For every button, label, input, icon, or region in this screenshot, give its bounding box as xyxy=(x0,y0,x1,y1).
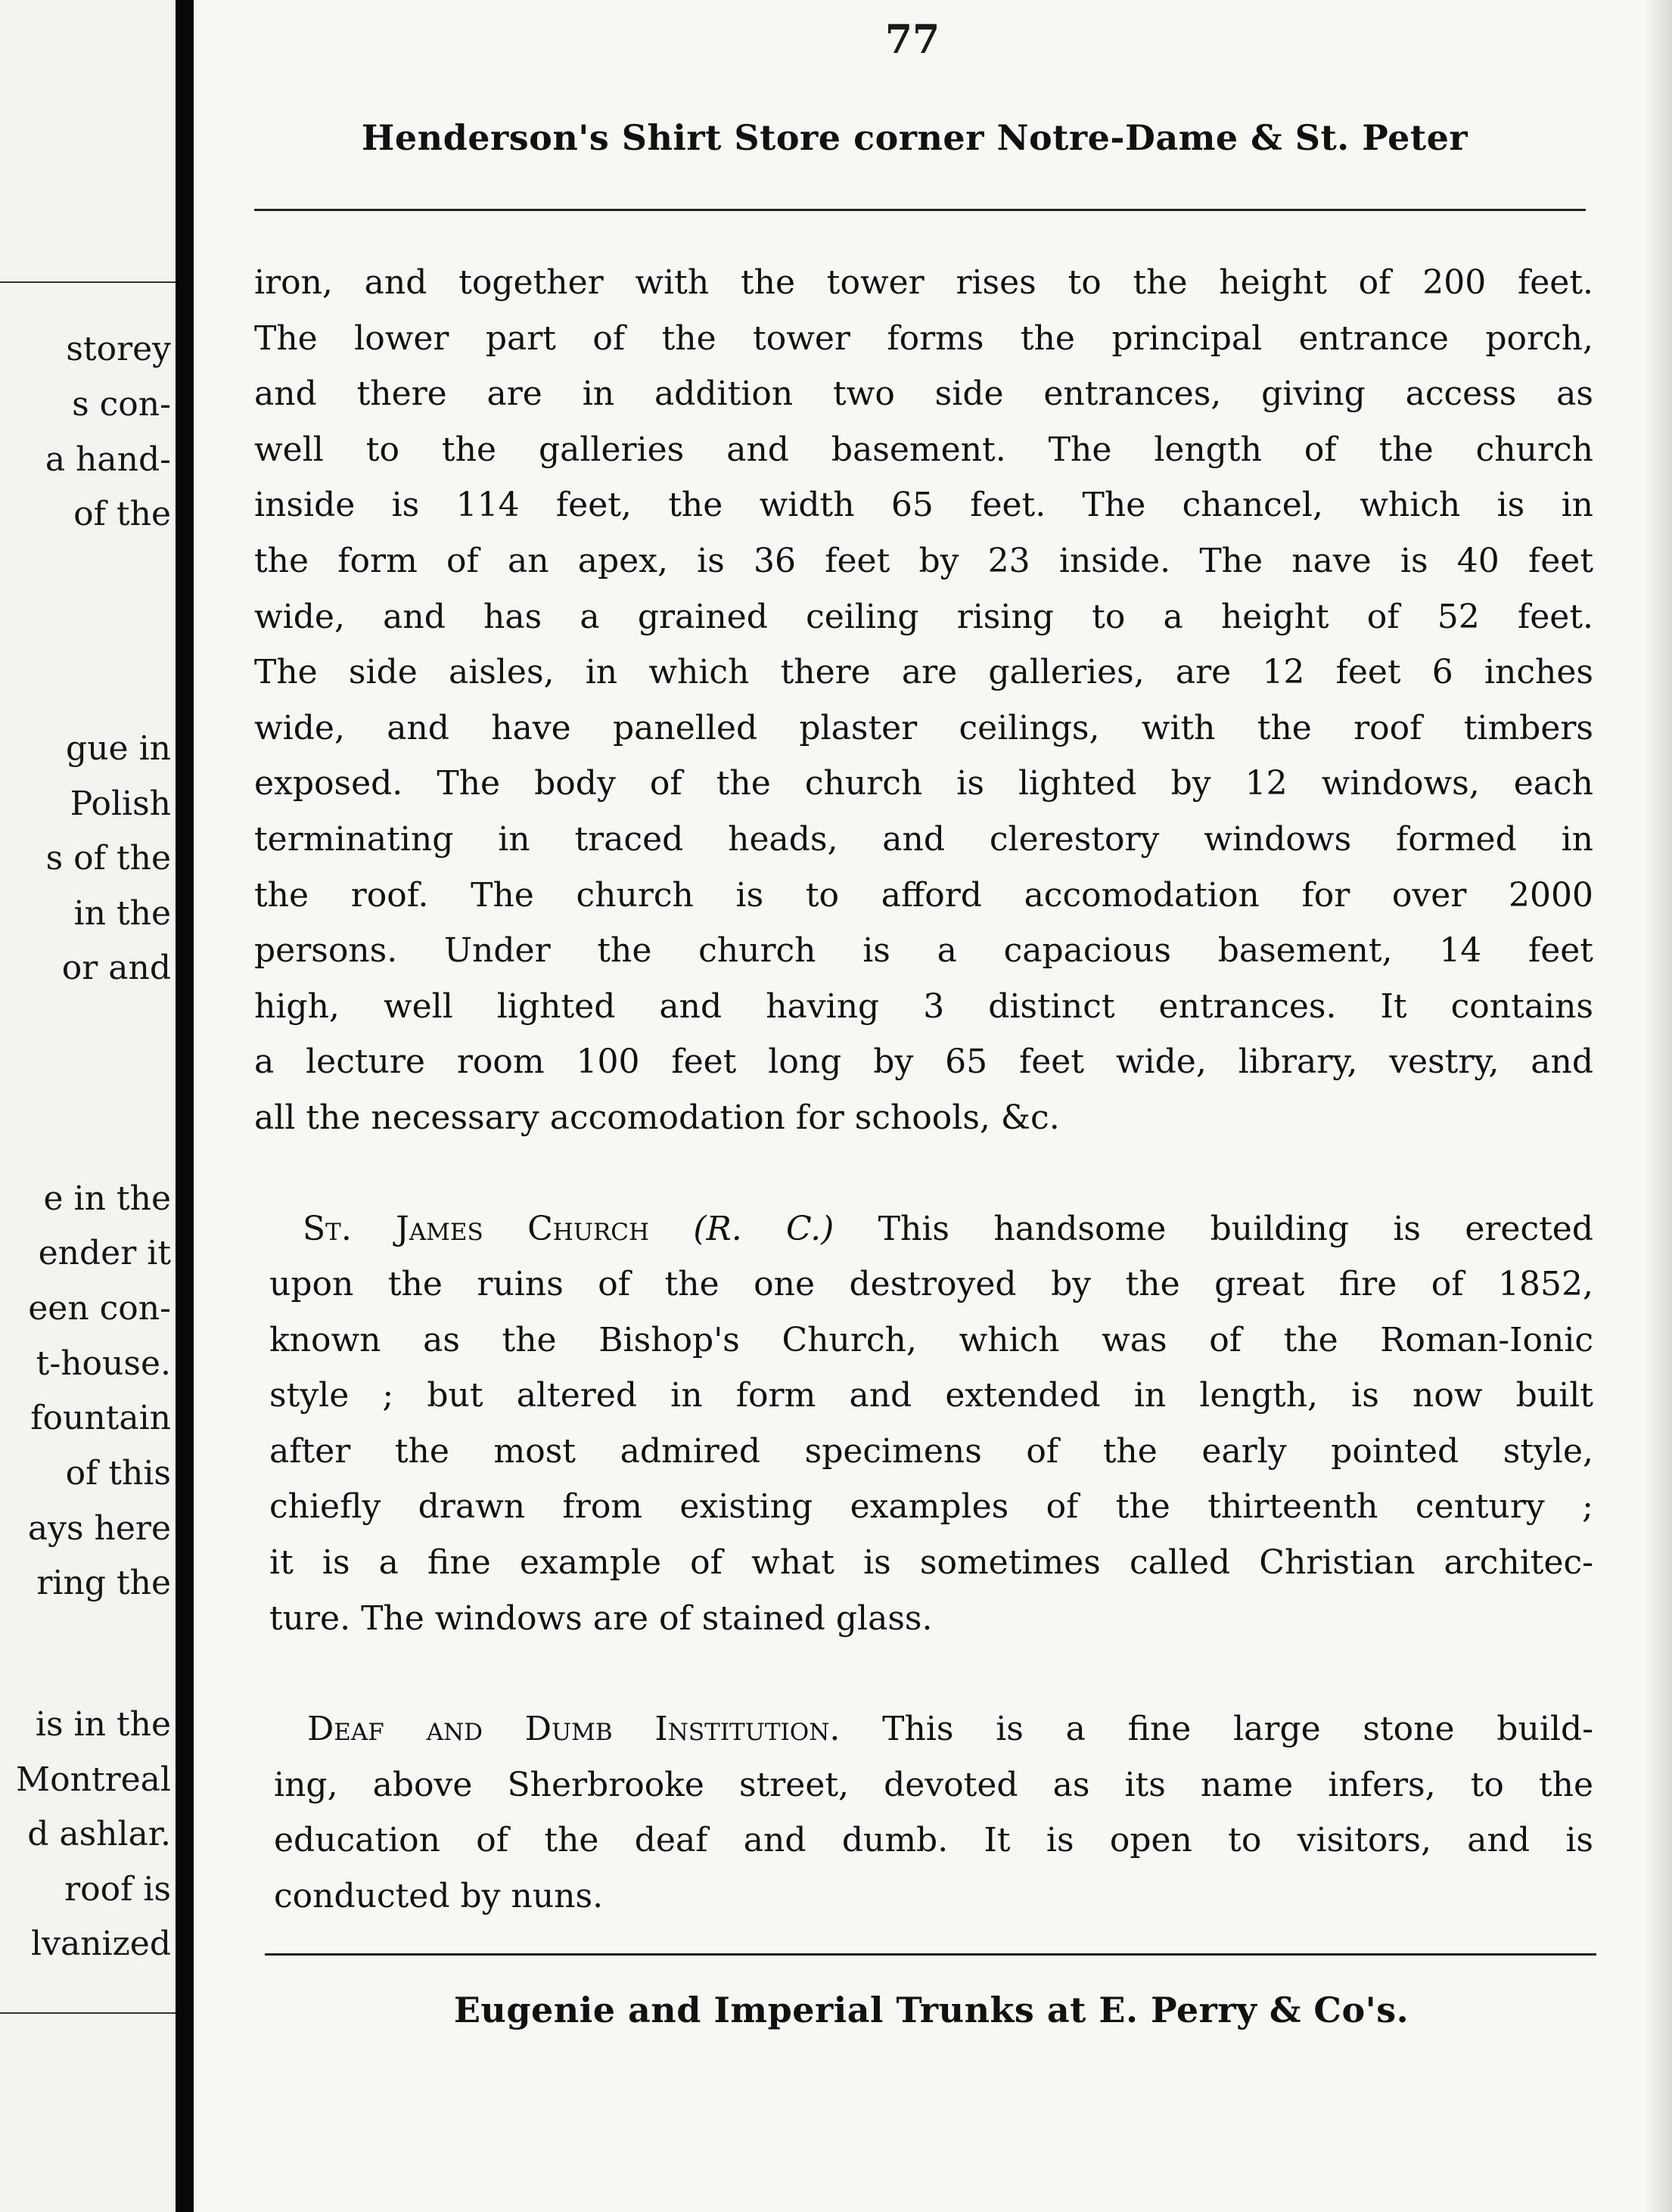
left-page-fragment: fountain xyxy=(30,1399,171,1437)
left-page-fragment: is in the xyxy=(35,1705,171,1744)
text-line: and there are in addition two side entrances, giving access as xyxy=(254,374,1593,414)
page-number: 77 xyxy=(884,17,940,63)
text-line: after the most admired specimens of the early pointed style, xyxy=(269,1431,1593,1471)
text-line: all the necessary accomodation for schools, &c. xyxy=(254,1098,1060,1137)
text-line: persons. Under the church is a capacious basement, 14 feet xyxy=(254,931,1593,971)
text-line: conducted by nuns. xyxy=(274,1877,604,1916)
left-page-fragment: storey xyxy=(66,330,171,368)
text-line: inside is 114 feet, the width 65 feet. The chancel, which is in xyxy=(254,486,1593,525)
text-line: exposed. The body of the church is lighted by 12 windows, each xyxy=(254,764,1593,803)
text-line: style ; but altered in form and extended in length, is now built xyxy=(269,1376,1593,1415)
book-page xyxy=(194,0,1672,2212)
left-page-rule xyxy=(0,2012,176,2014)
header-advertisement: Henderson's Shirt Store corner Notre-Dame & St. Peter xyxy=(361,117,1468,158)
text-line: The lower part of the tower forms the principal entrance porch, xyxy=(254,318,1593,358)
left-page-fragment: Montreal xyxy=(16,1760,171,1799)
left-page-fragment: gue in xyxy=(66,729,171,768)
paragraph-deaf-and-dumb-institution xyxy=(254,1701,1593,1924)
page-right-edge xyxy=(1645,0,1672,2212)
heading-suffix: (R. C.) xyxy=(693,1209,834,1248)
left-page-fragment: e in the xyxy=(43,1179,171,1218)
text-line: a lecture room 100 feet long by 65 feet wide, library, vestry, and xyxy=(254,1042,1593,1082)
left-page-fragment: a hand- xyxy=(45,440,171,479)
text-line xyxy=(269,1201,1593,1257)
text-line: ture. The windows are of stained glass. xyxy=(269,1598,933,1638)
left-page-fragment: t-house. xyxy=(36,1344,171,1383)
text-line: wide, and have panelled plaster ceilings, with the roof timbers xyxy=(254,708,1593,747)
text-run: This is a fine large stone build- xyxy=(882,1710,1593,1749)
left-page-fragment: in the xyxy=(73,894,171,933)
text-line: iron, and together with the tower rises to the height of 200 feet. xyxy=(254,263,1593,302)
left-page-fragment: or and xyxy=(61,949,171,987)
left-page-fragment: Polish xyxy=(70,784,171,823)
text-run: This handsome building is erected xyxy=(878,1209,1593,1248)
text-line: the roof. The church is to afford accomodation for over 2000 xyxy=(254,875,1593,915)
text-line: wide, and has a grained ceiling rising to a height of 52 feet. xyxy=(254,597,1593,636)
book-gutter xyxy=(176,0,194,2212)
left-page-fragment: een con- xyxy=(28,1289,171,1328)
footer-advertisement: Eugenie and Imperial Trunks at E. Perry & Co's. xyxy=(453,1990,1409,2030)
left-page-fragment: roof is xyxy=(64,1870,171,1909)
text-line: terminating in traced heads, and clerestory windows formed in xyxy=(254,819,1593,859)
left-page-strip xyxy=(0,0,176,2212)
left-page-fragment: ring the xyxy=(36,1564,171,1602)
text-line: high, well lighted and having 3 distinct entrances. It contains xyxy=(254,986,1593,1026)
body-text xyxy=(254,255,1593,1925)
text-line: the form of an apex, is 36 feet by 23 inside. The nave is 40 feet xyxy=(254,541,1593,580)
paragraph-church-description xyxy=(254,255,1593,1146)
left-page-rule xyxy=(0,281,176,283)
left-page-fragment: lvanized xyxy=(31,1925,171,1963)
text-line: education of the deaf and dumb. It is open to visitors, and is xyxy=(274,1821,1593,1860)
text-line: chiefly drawn from existing examples of the thirteenth century ; xyxy=(269,1487,1593,1527)
footer-rule xyxy=(265,1953,1596,1956)
paragraph-st-james-church xyxy=(254,1201,1593,1647)
header-rule xyxy=(254,209,1586,211)
left-page-fragment: ays here xyxy=(27,1509,171,1548)
text-line xyxy=(274,1701,1593,1757)
section-heading: Deaf and Dumb Institution. xyxy=(307,1710,841,1749)
text-line: well to the galleries and basement. The length of the church xyxy=(254,430,1593,469)
left-page-fragment: ender it xyxy=(38,1234,171,1272)
text-line: ing, above Sherbrooke street, devoted as its name infers, to the xyxy=(274,1765,1593,1804)
left-page-fragment: of the xyxy=(73,495,171,533)
paragraph-gap xyxy=(254,1646,1593,1701)
text-line: known as the Bishop's Church, which was of the Roman-Ionic xyxy=(269,1320,1593,1359)
left-page-fragment: s of the xyxy=(45,839,171,878)
left-page-fragment: d ashlar. xyxy=(27,1815,171,1853)
text-line: it is a fine example of what is sometimes called Christian architec- xyxy=(269,1543,1593,1583)
text-line: upon the ruins of the one destroyed by the great fire of 1852, xyxy=(269,1265,1593,1304)
paragraph-gap xyxy=(254,1146,1593,1201)
left-page-fragment: of this xyxy=(65,1454,171,1493)
left-page-fragment: s con- xyxy=(72,385,171,424)
text-line: The side aisles, in which there are galleries, are 12 feet 6 inches xyxy=(254,653,1593,692)
section-heading: St. James Church xyxy=(303,1209,650,1248)
